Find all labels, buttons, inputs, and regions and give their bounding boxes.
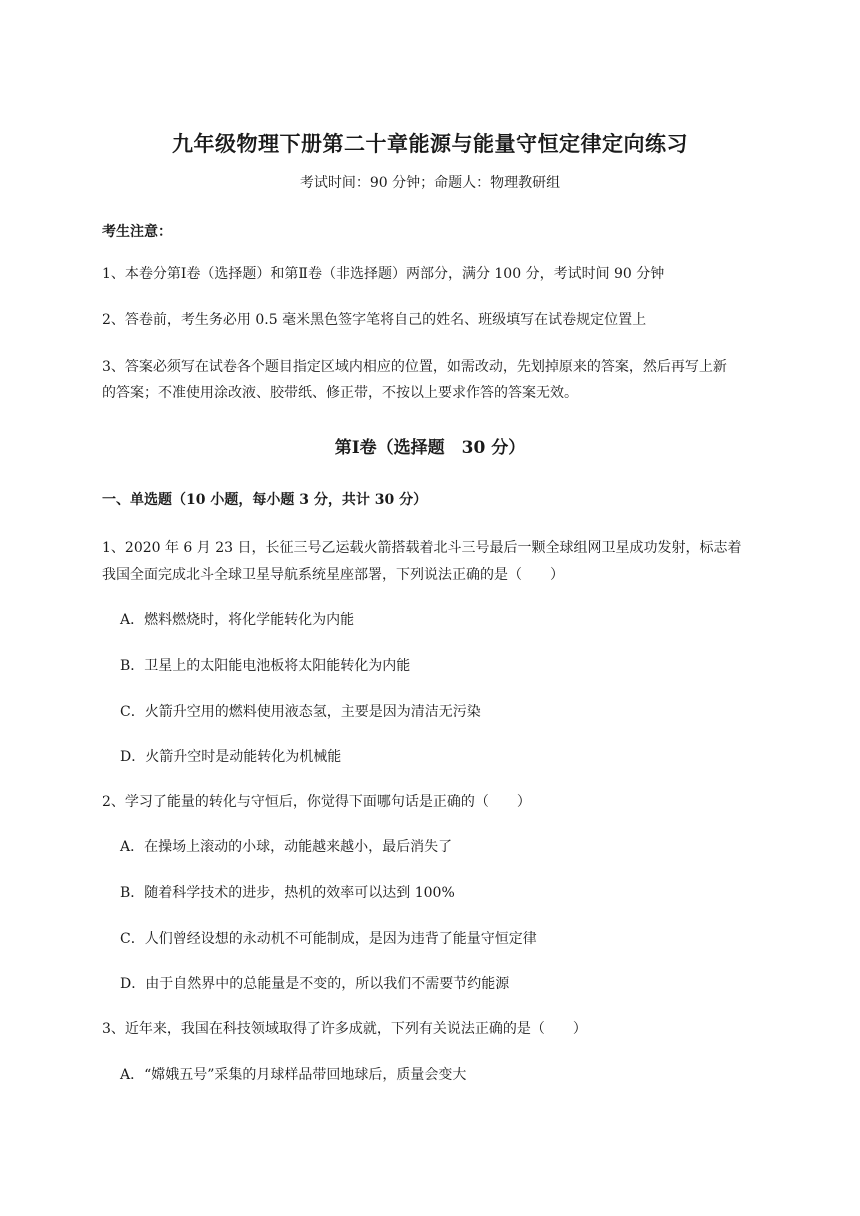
question-stem: 我国全面完成北斗全球卫星导航系统星座部署，下列说法正确的是（ ） — [102, 567, 564, 583]
exam-title: 九年级物理下册第二十章能源与能量守恒定律定向练习 — [172, 131, 688, 156]
question-option: A．燃料燃烧时，将化学能转化为内能 — [120, 612, 355, 628]
question-option: D．火箭升空时是动能转化为机械能 — [120, 749, 342, 765]
question-stem: 3、近年来，我国在科技领域取得了许多成就，下列有关说法正确的是（ ） — [102, 1021, 587, 1037]
question-option: B．随着科学技术的进步，热机的效率可以达到 100% — [120, 885, 455, 901]
notice-item: 3、答案必须写在试卷各个题目指定区域内相应的位置，如需改动，先划掉原来的答案，然后再写上新 — [102, 359, 727, 375]
section-title: 第Ⅰ卷（选择题 30 分） — [334, 438, 526, 458]
question-option: A．“嫦娥五号”采集的月球样品带回地球后，质量会变大 — [120, 1067, 467, 1083]
question-stem: 1、2020 年 6 月 23 日，长征三号乙运载火箭搭载着北斗三号最后一颗全球组网卫星成功发射，标志着 — [102, 540, 742, 556]
part-heading: 一、单选题（10 小题，每小题 3 分，共计 30 分） — [102, 492, 428, 508]
notice-item: 2、答卷前，考生务必用 0.5 毫米黑色签字笔将自己的姓名、班级填写在试卷规定位置上 — [102, 312, 647, 328]
question-stem: 2、学习了能量的转化与守恒后，你觉得下面哪句话是正确的（ ） — [102, 794, 531, 810]
question-option: B．卫星上的太阳能电池板将太阳能转化为内能 — [120, 658, 411, 674]
notice-item: 的答案；不准使用涂改液、胶带纸、修正带，不按以上要求作答的答案无效。 — [102, 385, 578, 401]
question-option: D．由于自然界中的总能量是不变的，所以我们不需要节约能源 — [120, 976, 510, 992]
notice-heading: 考生注意： — [102, 224, 172, 240]
question-option: C．人们曾经设想的永动机不可能制成，是因为违背了能量守恒定律 — [120, 931, 537, 947]
exam-subtitle: 考试时间：90 分钟；命题人：物理教研组 — [299, 175, 561, 191]
notice-item: 1、本卷分第Ⅰ卷（选择题）和第Ⅱ卷（非选择题）两部分，满分 100 分，考试时间 90 分钟 — [102, 266, 665, 282]
question-option: A．在操场上滚动的小球，动能越来越小，最后消失了 — [120, 839, 453, 855]
question-option: C．火箭升空用的燃料使用液态氢，主要是因为清洁无污染 — [120, 704, 481, 720]
